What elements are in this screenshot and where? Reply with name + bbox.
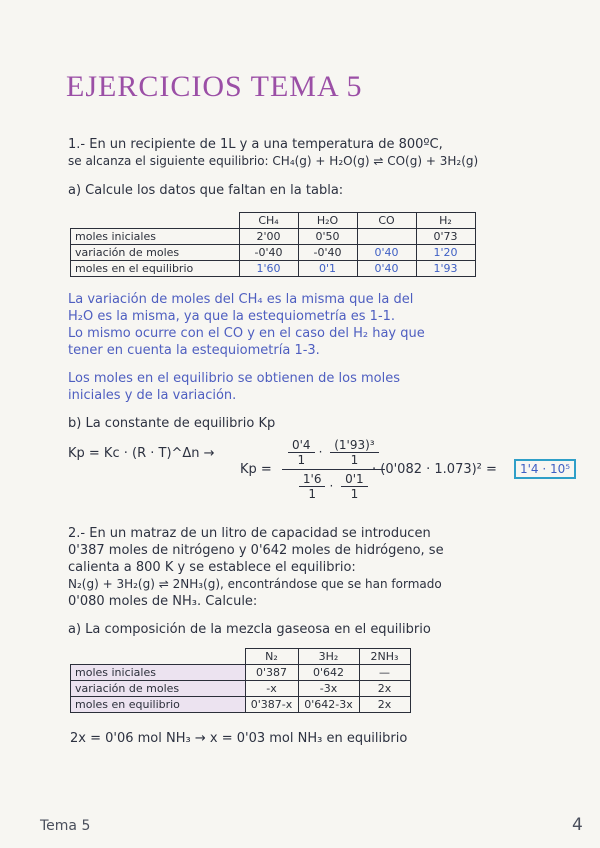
ex1-part-a: a) Calcule los datos que faltan en la tabla: — [68, 183, 344, 198]
ex1-explanation-2: H₂O es la misma, ya que la estequiometría es 1-1. — [68, 309, 396, 324]
frac-value: 0'4 — [288, 438, 315, 453]
table-cell: 0'40 — [357, 245, 416, 261]
table-cell: 0'642-3x — [298, 697, 359, 713]
frac-value: 1 — [350, 453, 359, 467]
ex2-statement-line4: N₂(g) + 3H₂(g) ⇌ 2NH₃(g), encontrándose que se han formado — [68, 577, 442, 591]
ex2-row-label: variación de moles — [71, 681, 246, 697]
ex2-part-a: a) La composición de la mezcla gaseosa en el equilibrio — [68, 622, 431, 637]
frac-value: 0'1 — [341, 472, 368, 487]
ex1-explanation-5: Los moles en el equilibrio se obtienen de los moles — [68, 371, 401, 386]
page-number: 4 — [572, 815, 583, 835]
frac-value: 1 — [350, 487, 359, 501]
ex2-statement-line5: 0'080 moles de NH₃. Calcule: — [68, 594, 258, 609]
ex2-header-n2: N₂ — [245, 649, 298, 665]
ex1-row-label: variación de moles — [71, 245, 240, 261]
page-title: EJERCICIOS TEMA 5 — [66, 70, 363, 103]
ex1-statement-line2: se alcanza el siguiente equilibrio: CH₄(g) + H₂O(g) ⇌ CO(g) + 3H₂(g) — [68, 154, 479, 168]
kp-result-box: 1'4 · 10⁵ — [514, 459, 576, 479]
table-cell: 2x — [359, 681, 410, 697]
ex1-explanation-6: iniciales y de la variación. — [68, 388, 237, 403]
ex2-row-label: moles en equilibrio — [71, 697, 246, 713]
ex2-result: 2x = 0'06 mol NH₃ → x = 0'03 mol NH₃ en equilibrio — [70, 731, 408, 746]
table-cell: -0'40 — [298, 245, 357, 261]
table-cell: 0'40 — [357, 261, 416, 277]
table-cell: 1'60 — [239, 261, 298, 277]
ex1-row-label: moles en el equilibrio — [71, 261, 240, 277]
ex2-statement-line1: 2.- En un matraz de un litro de capacidad se introducen — [68, 526, 431, 541]
table-cell: 1'20 — [416, 245, 475, 261]
ex2-table — [70, 648, 411, 713]
table-cell: 0'387-x — [245, 697, 298, 713]
frac-value: (1'93)³ — [330, 438, 378, 453]
table-cell: 0'387 — [245, 665, 298, 681]
frac-value: 1 — [297, 453, 306, 467]
table-cell — [357, 229, 416, 245]
ex2-statement-line2: 0'387 moles de nitrógeno y 0'642 moles de hidrógeno, se — [68, 543, 444, 558]
table-cell: 0'1 — [298, 261, 357, 277]
ex1-part-b: b) La constante de equilibrio Kp — [68, 416, 276, 431]
table-cell: 0'73 — [416, 229, 475, 245]
ex1-header-co: CO — [357, 213, 416, 229]
frac-value: 1 — [308, 487, 317, 501]
ex1-explanation-4: tener en cuenta la estequiometría 1-3. — [68, 343, 320, 358]
table-cell: — — [359, 665, 410, 681]
kp-tail: · (0'082 · 1.073)² = — [372, 462, 497, 477]
table-cell: 0'50 — [298, 229, 357, 245]
kp-fraction: $\frac{0'4}{1}$ · $\frac{\text{(1'93)³}}{1}$ $\frac{1'6}{1}$ · $\frac{0'1}{1}$ — [282, 438, 385, 501]
ex1-table — [70, 212, 476, 277]
ex1-explanation-1: La variación de moles del CH₄ es la misma que la del — [68, 292, 414, 307]
table-cell: 0'642 — [298, 665, 359, 681]
table-cell: -3x — [298, 681, 359, 697]
ex1-statement-line1: 1.- En un recipiente de 1L y a una temperatura de 800ºC, — [68, 137, 443, 152]
ex2-header-2nh3: 2NH₃ — [359, 649, 410, 665]
table-cell: 2'00 — [239, 229, 298, 245]
ex2-row-label: moles iniciales — [71, 665, 246, 681]
kp-lhs: Kp = — [240, 462, 272, 477]
ex2-header-3h2: 3H₂ — [298, 649, 359, 665]
footer-topic: Tema 5 — [40, 818, 91, 834]
ex1-explanation-3: Lo mismo ocurre con el CO y en el caso del H₂ hay que — [68, 326, 425, 341]
ex1-header-h2o: H₂O — [298, 213, 357, 229]
ex1-header-ch4: CH₄ — [239, 213, 298, 229]
table-cell: 1'93 — [416, 261, 475, 277]
table-cell: -0'40 — [239, 245, 298, 261]
ex2-statement-line3: calienta a 800 K y se establece el equilibrio: — [68, 560, 356, 575]
kp-formula: Kp = Kc · (R · T)^Δn → — [68, 446, 215, 461]
frac-value: 1'6 — [299, 472, 326, 487]
ex1-row-label: moles iniciales — [71, 229, 240, 245]
table-cell: 2x — [359, 697, 410, 713]
table-cell: -x — [245, 681, 298, 697]
ex1-header-h2: H₂ — [416, 213, 475, 229]
